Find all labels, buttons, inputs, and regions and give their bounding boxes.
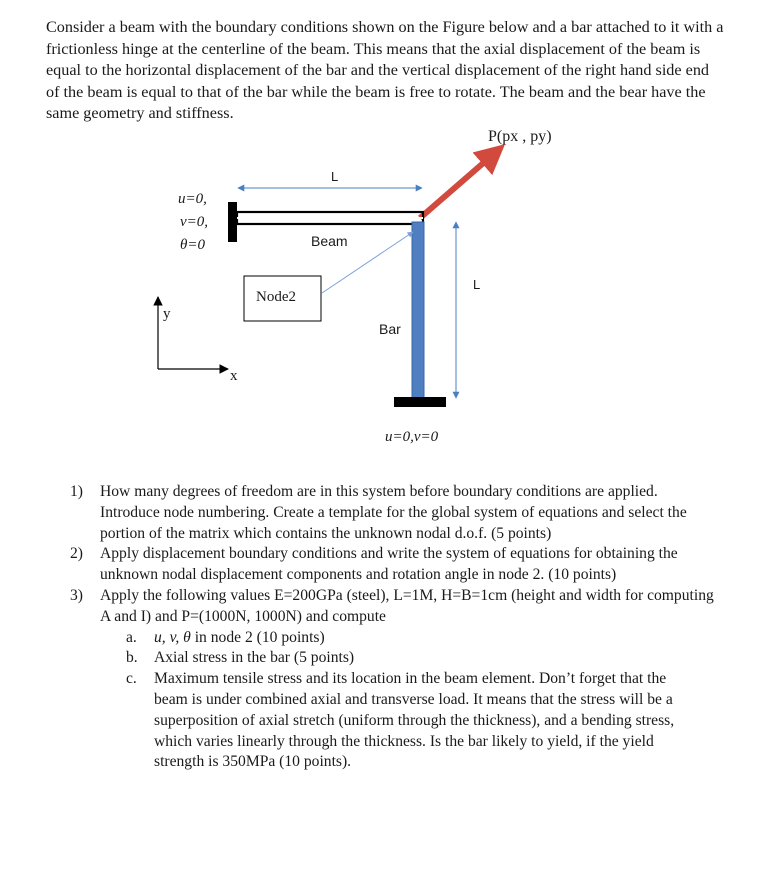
subquestion-letter: b. — [126, 649, 138, 667]
question-number: 3) — [70, 586, 83, 604]
fixed-support-left — [228, 202, 237, 242]
bar-label: Bar — [379, 321, 401, 337]
length-label-top: L — [331, 169, 339, 184]
bc-left-theta: θ=0 — [180, 237, 205, 253]
load-arrow — [420, 152, 496, 218]
subquestion-letter: a. — [126, 628, 137, 646]
length-label-right: L — [473, 277, 481, 292]
subquestion-item — [126, 648, 750, 669]
question-item — [70, 586, 750, 628]
question-text: Apply displacement boundary conditions and write the system of equations for obtaining the unknown nodal displacement components and rotation angle in node 2. (10 points) — [100, 545, 678, 584]
bc-left-u: u=0, — [178, 191, 207, 207]
subquestion-body: in node 2 (10 points) — [190, 628, 325, 646]
load-label: P(px , py) — [488, 128, 552, 145]
fixed-support-bottom — [394, 397, 446, 407]
subquestion-item — [126, 669, 750, 773]
question-text: Apply the following values E=200GPa (steel), L=1M, H=B=1cm (height and width for computing A and I) and P=(1000N, 1000N) and compute — [100, 586, 714, 625]
y-axis-label: y — [163, 306, 171, 322]
subquestion-text: Maximum tensile stress and its location in the beam element. Don’t forget that the beam is under combined axial and transverse load. It means that the stress will be a superposition of axial stretch (uniform through the thickness), and a bending stress, which varies linearly through the thickness. Is the bar likely to yield, if the yield strength is 350MPa (10 points). — [154, 670, 675, 771]
question-text: How many degrees of freedom are in this system before boundary conditions are applied. Introduce node numbering. Create a template for the global system of equations and select the portion of the matrix which contains the unknown nodal d.o.f. (5 points) — [100, 483, 687, 542]
subquestion-text — [154, 628, 694, 649]
beam-label: Beam — [311, 233, 348, 249]
subquestion-text: Axial stress in the bar (5 points) — [154, 649, 355, 667]
question-number: 2) — [70, 545, 83, 563]
question-number: 1) — [70, 483, 83, 500]
bc-left-v: v=0, — [180, 214, 209, 230]
question-list — [70, 482, 750, 773]
node-label: Node2 — [256, 289, 296, 305]
question-item — [70, 544, 750, 586]
x-axis-label: x — [230, 368, 238, 384]
bar — [412, 222, 424, 400]
subquestion-item — [126, 628, 750, 649]
subquestion-letter: c. — [126, 670, 137, 688]
intro-paragraph: Consider a beam with the boundary conditions shown on the Figure below and a bar attached to it with a frictionless hinge at the centerline of the beam. This means that the axial displacement of the beam is equal to the horizontal displacement of the bar and the vertical displacement of the right hand side end of the beam is equal to that of the bar while the beam is free to rotate. The beam and the bear have the same geometry and stiffness. — [46, 18, 724, 122]
subquestion-vars: u, v, θ — [154, 628, 191, 646]
question-item — [70, 482, 750, 544]
bc-bottom: u=0,v=0 — [385, 429, 439, 445]
